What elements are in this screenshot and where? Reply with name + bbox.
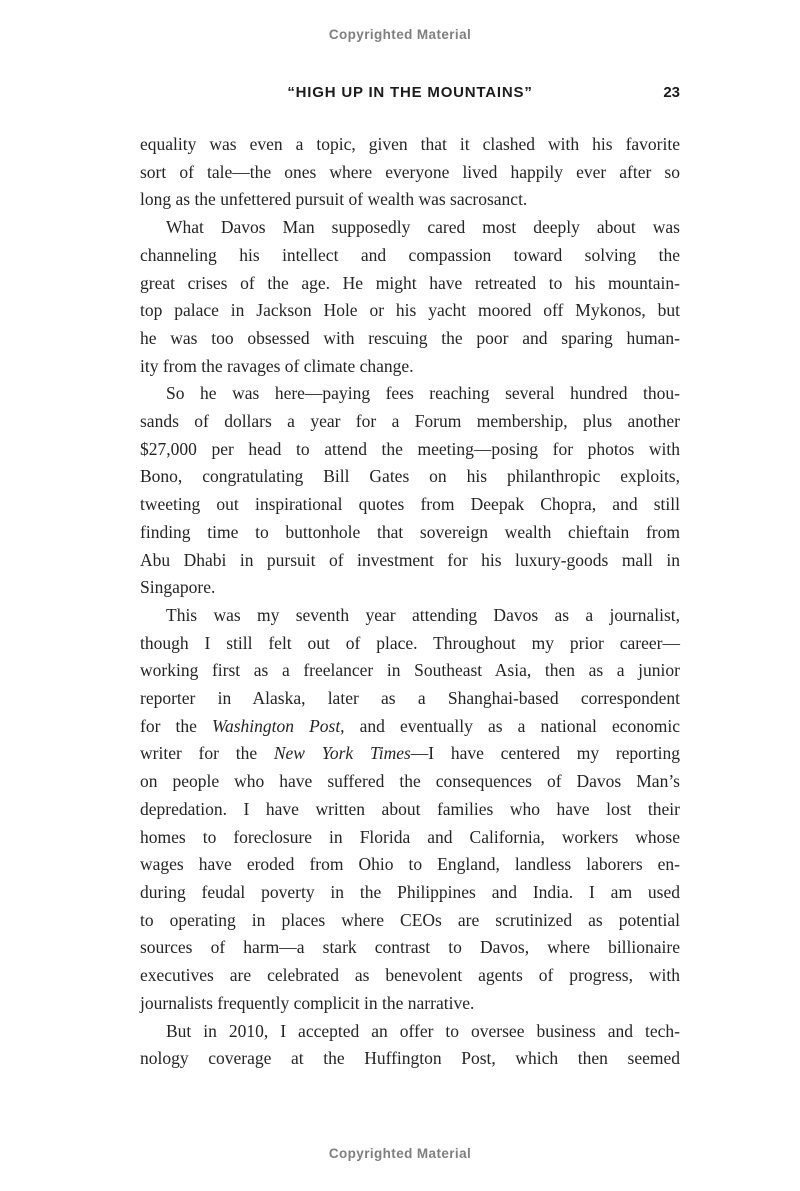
paragraph xyxy=(140,131,680,214)
text-segment: nology coverage at the Huffington Post, which then seemed xyxy=(140,1048,680,1069)
text-line xyxy=(140,768,680,796)
text-line xyxy=(140,657,680,685)
text-segment: But in 2010, I accepted an offer to oversee business and tech- xyxy=(166,1020,680,1041)
paragraph xyxy=(140,380,680,602)
text-segment: Bono, congratulating Bill Gates on his philanthropic exploits, xyxy=(140,466,680,487)
text-segment: sources of harm—a stark contrast to Davos, where billionaire xyxy=(140,937,680,958)
text-segment: $27,000 per head to attend the meeting—posing for photos with xyxy=(140,438,680,459)
text-segment: sort of tale—the ones where everyone lived happily ever after so xyxy=(140,161,680,182)
text-segment: homes to foreclosure in Florida and California, workers whose xyxy=(140,826,680,847)
text-line xyxy=(140,1018,680,1046)
text-line xyxy=(140,907,680,935)
text-segment: long as the unfettered pursuit of wealth was sacrosanct. xyxy=(140,189,528,210)
text-segment: channeling his intellect and compassion toward solving the xyxy=(140,244,680,265)
text-line xyxy=(140,796,680,824)
text-line xyxy=(140,270,680,298)
text-segment: equality was even a topic, given that it clashed with his favorite xyxy=(140,134,680,154)
italic-text: New York Times xyxy=(273,743,411,764)
text-segment: during feudal poverty in the Philippines and India. I am used xyxy=(140,881,680,902)
text-line xyxy=(140,159,680,187)
paragraph xyxy=(140,1018,680,1073)
text-segment: executives are celebrated as benevolent agents of progress, with xyxy=(140,965,680,986)
text-line xyxy=(140,934,680,962)
text-segment: great crises of the age. He might have retreated to his mountain- xyxy=(140,272,680,293)
text-segment: for the xyxy=(140,715,212,736)
text-segment: on people who have suffered the consequences of Davos Man’s xyxy=(140,771,680,792)
text-line xyxy=(140,824,680,852)
text-line xyxy=(140,297,680,325)
text-segment: writer for the xyxy=(140,743,274,764)
text-line xyxy=(140,242,680,270)
text-line xyxy=(140,713,680,741)
text-line xyxy=(140,131,680,159)
text-line xyxy=(140,186,680,214)
text-segment: reporter in Alaska, later as a Shanghai-based correspondent xyxy=(140,688,680,709)
text-line xyxy=(140,962,680,990)
running-header xyxy=(140,84,680,102)
text-line xyxy=(140,851,680,879)
text-line xyxy=(140,380,680,408)
copyright-notice-bottom: Copyrighted Material xyxy=(328,1146,472,1161)
text-segment: depredation. I have written about families who have lost their xyxy=(140,798,680,819)
chapter-title: “HIGH UP IN THE MOUNTAINS” xyxy=(287,84,533,101)
copyright-notice-top: Copyrighted Material xyxy=(328,27,472,42)
text-segment: to operating in places where CEOs are scrutinized as potential xyxy=(140,909,680,930)
text-line xyxy=(140,214,680,242)
text-segment: ity from the ravages of climate change. xyxy=(140,355,414,376)
text-line xyxy=(140,879,680,907)
text-line xyxy=(140,353,680,381)
text-segment: —I have centered my reporting xyxy=(410,743,680,764)
text-segment: though I still felt out of place. Throughout my prior career— xyxy=(140,632,680,653)
text-line xyxy=(140,547,680,575)
page-number: 23 xyxy=(663,84,680,101)
text-segment: finding time to buttonhole that sovereign wealth chieftain from xyxy=(140,521,680,542)
text-segment: and eventually as a national economic xyxy=(344,715,680,736)
text-segment: Abu Dhabi in pursuit of investment for his luxury-goods mall in xyxy=(140,549,680,570)
text-segment: sands of dollars a year for a Forum membership, plus another xyxy=(140,411,680,432)
text-segment: journalists frequently complicit in the narrative. xyxy=(140,992,475,1013)
body-text xyxy=(140,131,680,1073)
text-line xyxy=(140,519,680,547)
text-line xyxy=(140,630,680,658)
text-line xyxy=(140,685,680,713)
text-line xyxy=(140,990,680,1018)
text-line xyxy=(140,602,680,630)
text-line xyxy=(140,463,680,491)
text-segment: Singapore. xyxy=(140,577,216,598)
text-line xyxy=(140,436,680,464)
text-line xyxy=(140,740,680,768)
italic-text: Washington Post, xyxy=(211,715,345,736)
text-segment: wages have eroded from Ohio to England, landless laborers en- xyxy=(140,854,680,875)
text-segment: top palace in Jackson Hole or his yacht moored off Mykonos, but xyxy=(140,300,680,321)
text-line xyxy=(140,408,680,436)
paragraph xyxy=(140,214,680,380)
text-line xyxy=(140,1045,680,1073)
text-segment: working first as a freelancer in Southeast Asia, then as a junior xyxy=(140,660,680,681)
text-line xyxy=(140,491,680,519)
text-line xyxy=(140,574,680,602)
text-segment: What Davos Man supposedly cared most deeply about was xyxy=(166,217,680,238)
text-segment: So he was here—paying fees reaching several hundred thou- xyxy=(166,383,680,404)
text-line xyxy=(140,325,680,353)
text-segment: he was too obsessed with rescuing the poor and sparing human- xyxy=(140,327,680,348)
text-segment: tweeting out inspirational quotes from Deepak Chopra, and still xyxy=(140,494,680,515)
text-segment: This was my seventh year attending Davos as a journalist, xyxy=(166,604,680,625)
paragraph xyxy=(140,602,680,1018)
